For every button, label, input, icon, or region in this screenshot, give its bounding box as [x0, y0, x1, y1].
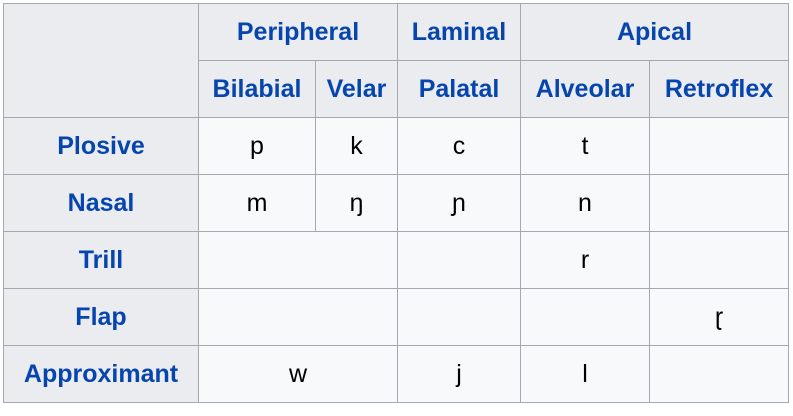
- header-bilabial[interactable]: Bilabial: [199, 61, 316, 118]
- row-header-nasal[interactable]: Nasal: [4, 175, 199, 232]
- cell-nasal-palatal: ɲ: [398, 175, 521, 232]
- cell-trill-retroflex: [650, 232, 789, 289]
- row-header-plosive[interactable]: Plosive: [4, 118, 199, 175]
- cell-flap-alveolar: [521, 289, 650, 346]
- table-row-trill: [4, 232, 789, 289]
- table-row-approximant: [4, 346, 789, 403]
- consonant-table-container: [3, 3, 789, 403]
- header-retroflex[interactable]: Retroflex: [650, 61, 789, 118]
- cell-approximant-peripheral: w: [199, 346, 398, 403]
- cell-trill-alveolar: r: [521, 232, 650, 289]
- cell-plosive-alveolar: t: [521, 118, 650, 175]
- header-row-groups: [4, 4, 789, 61]
- header-alveolar[interactable]: Alveolar: [521, 61, 650, 118]
- consonant-inventory-table: [3, 3, 789, 403]
- cell-trill-peripheral: [199, 232, 398, 289]
- cell-approximant-palatal: j: [398, 346, 521, 403]
- row-header-approximant[interactable]: Approximant: [4, 346, 199, 403]
- cell-flap-peripheral: [199, 289, 398, 346]
- table-row-nasal: [4, 175, 789, 232]
- cell-nasal-bilabial: m: [199, 175, 316, 232]
- header-peripheral[interactable]: Peripheral: [199, 4, 398, 61]
- table-row-plosive: [4, 118, 789, 175]
- table-row-flap: [4, 289, 789, 346]
- row-header-trill[interactable]: Trill: [4, 232, 199, 289]
- cell-plosive-bilabial: p: [199, 118, 316, 175]
- cell-nasal-alveolar: n: [521, 175, 650, 232]
- header-velar[interactable]: Velar: [316, 61, 398, 118]
- cell-approximant-alveolar: l: [521, 346, 650, 403]
- cell-approximant-retroflex: [650, 346, 789, 403]
- cell-plosive-retroflex: [650, 118, 789, 175]
- cell-plosive-palatal: c: [398, 118, 521, 175]
- cell-flap-retroflex: ɽ: [650, 289, 789, 346]
- cell-plosive-velar: k: [316, 118, 398, 175]
- header-apical[interactable]: Apical: [521, 4, 789, 61]
- cell-trill-palatal: [398, 232, 521, 289]
- cell-flap-palatal: [398, 289, 521, 346]
- header-laminal[interactable]: Laminal: [398, 4, 521, 61]
- corner-header-cell: [4, 4, 199, 118]
- header-palatal[interactable]: Palatal: [398, 61, 521, 118]
- cell-nasal-retroflex: [650, 175, 789, 232]
- row-header-flap[interactable]: Flap: [4, 289, 199, 346]
- cell-nasal-velar: ŋ: [316, 175, 398, 232]
